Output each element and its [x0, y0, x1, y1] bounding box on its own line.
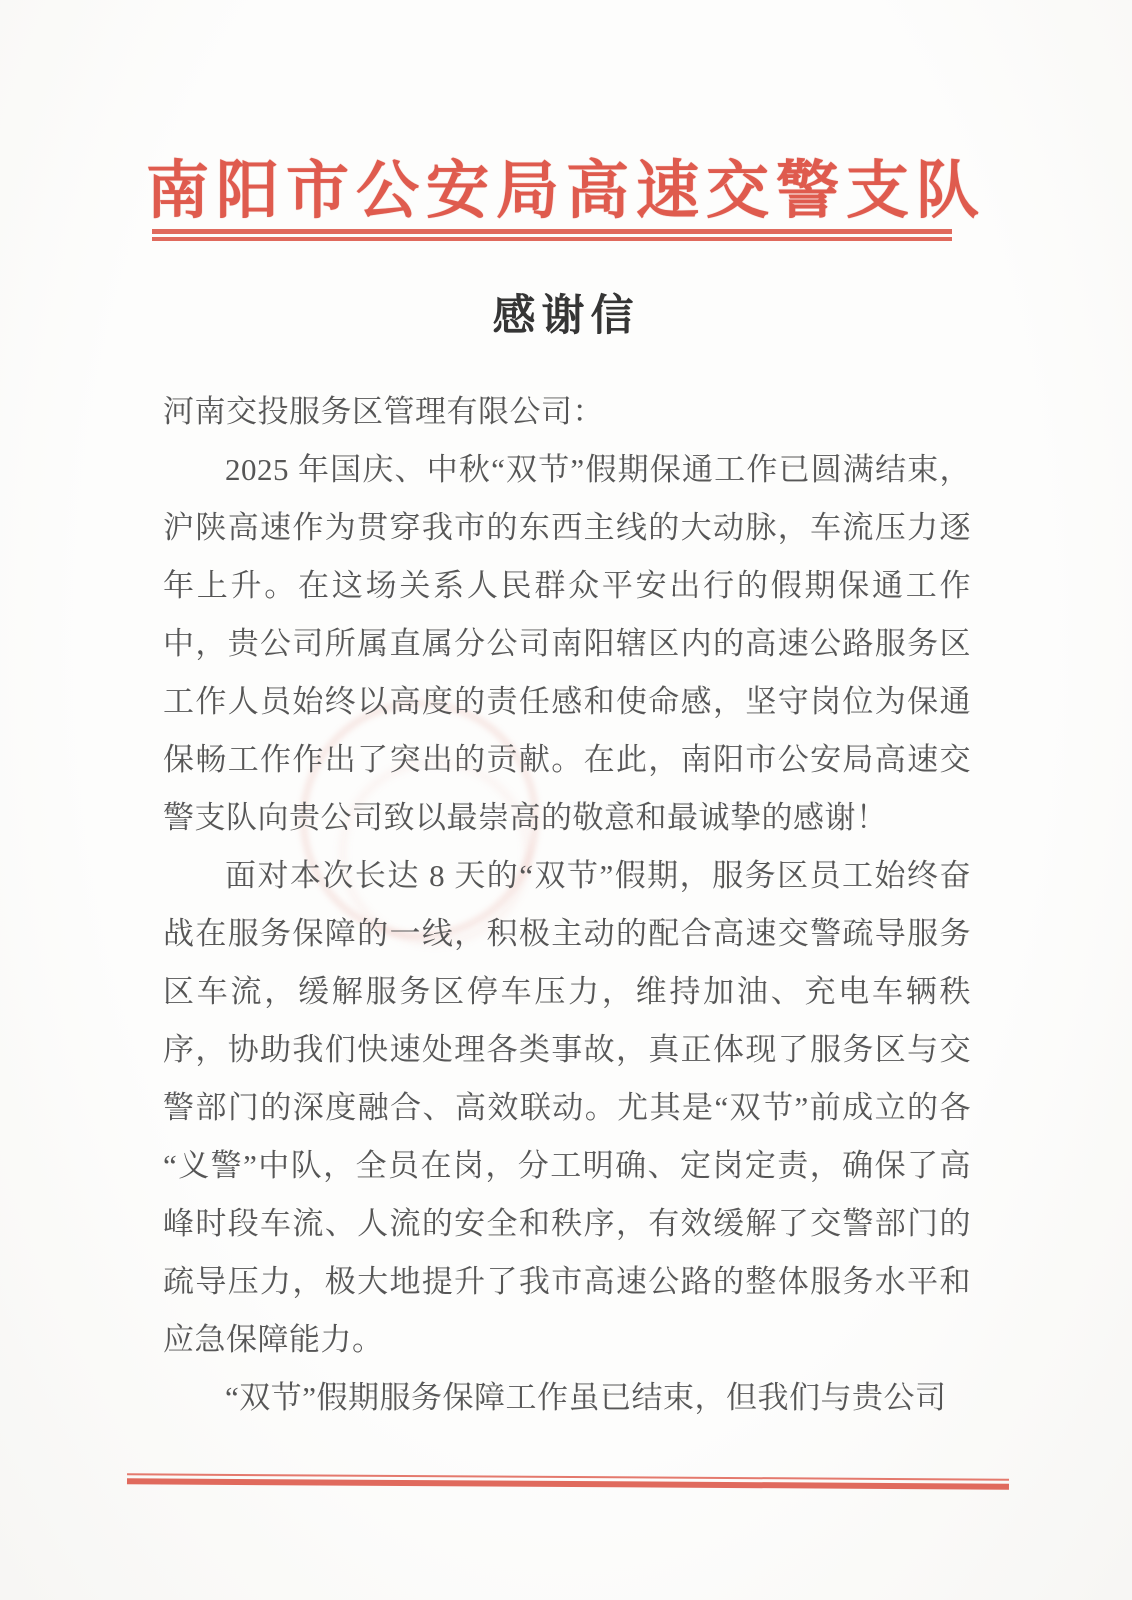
document-title: 感谢信	[492, 293, 640, 340]
paragraph-3: “双节”假期服务保障工作虽已结束，但我们与贵公司	[225, 1380, 947, 1415]
letterhead-title: 南阳市公安局高速交警支队	[146, 156, 986, 226]
footer-red-rule	[127, 1473, 1009, 1489]
paragraph-2: 面对本次长达 8 天的“双节”假期，服务区员工始终奋战在服务保障的一线，积极主动的配合高速交警疏导服务区车流，缓解服务区停车压力，维持加油、充电车辆秩序，协助我们快速处理各类事故，真正体现了服务区与交警部门的深度融合、高效联动。尤其是“双节”前成立的各“义警”中队，全员在岗，分工明确、定岗定责，确保了高峰时段车流、人流的安全和秩序，有效缓解了交警部门的疏导压力，极大地提升了我市高速公路的整体服务水平和应急保障能力。	[163, 858, 971, 1357]
salutation: 河南交投服务区管理有限公司：	[163, 394, 604, 429]
letterhead-double-rule	[152, 229, 952, 241]
paragraph-1: 2025 年国庆、中秋“双节”假期保通工作已圆满结束，沪陕高速作为贯穿我市的东西主线的大动脉，车流压力逐年上升。在这场关系人民群众平安出行的假期保通工作中，贵公司所属直属分公司南阳辖区内的高速公路服务区工作人员始终以高度的责任感和使命感，坚守岗位为保通保畅工作作出了突出的贡献。在此，南阳市公安局高速交警支队向贵公司致以最崇高的敬意和最诚挚的感谢！	[163, 452, 971, 835]
letter-body	[163, 383, 971, 1427]
